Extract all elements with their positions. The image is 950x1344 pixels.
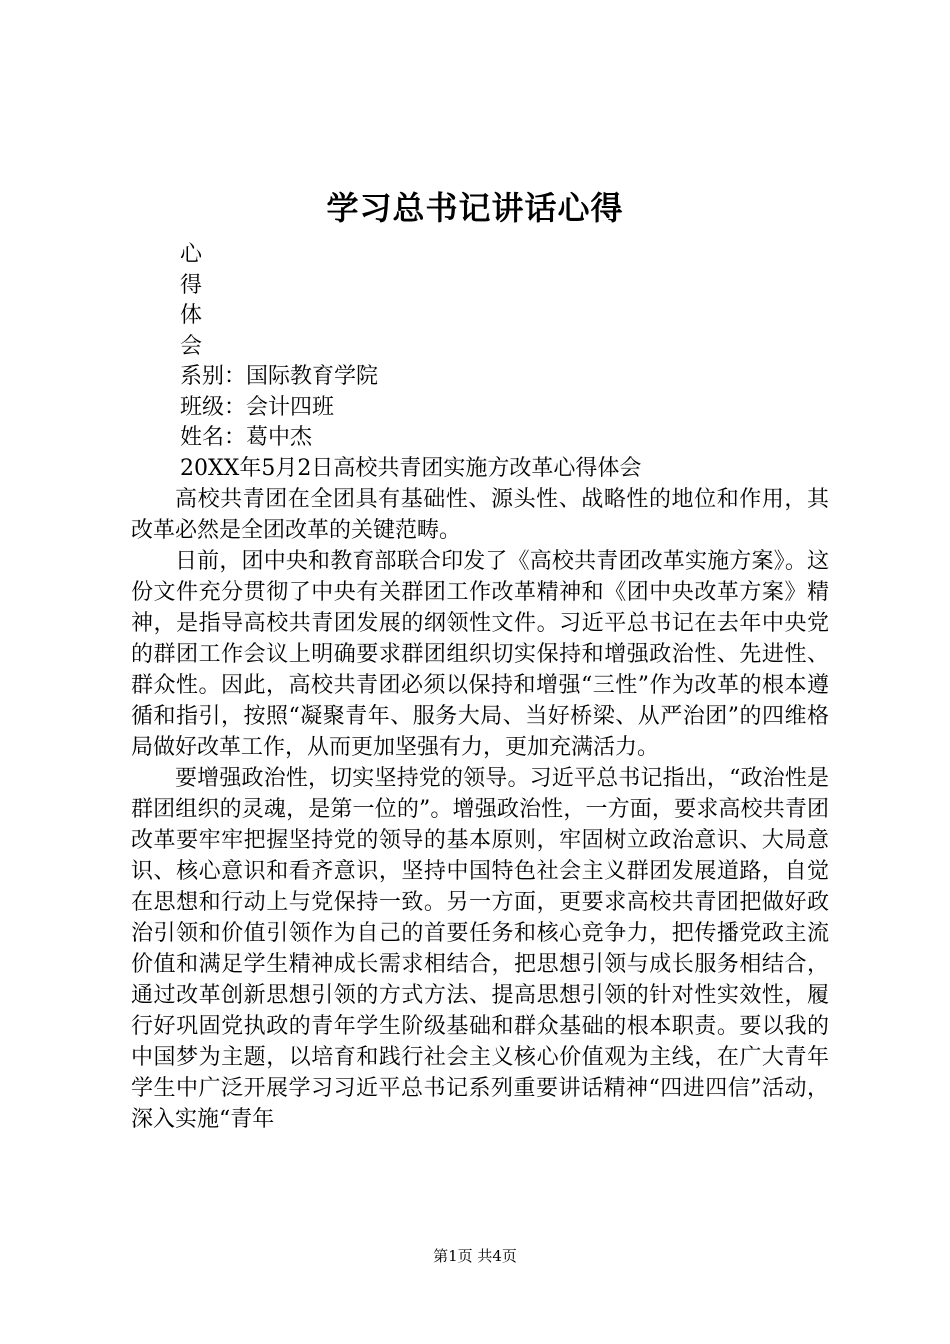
page-footer: 第1页 共4页 [433, 1247, 517, 1265]
name-line: 姓名：葛中杰 [180, 425, 313, 450]
vertical-char: 会 [180, 333, 203, 359]
paragraph: 高校共青团在全团具有基础性、源头性、战略性的地位和作用，其改革必然是全团改革的关键范畴。 [131, 487, 829, 543]
document-body [131, 484, 829, 1135]
date-line: 20XX年5月2日高校共青团实施方改革心得体会 [180, 455, 642, 481]
paragraph: 日前，团中央和教育部联合印发了《高校共青团改革实施方案》。这份文件充分贯彻了中央有关群团工作改革精神和《团中央改革方案》精神，是指导高校共青团发展的纲领性文件。习近平总书记在去年中央党的群团工作会议上明确要求群团组织切实保持和增强政治性、先进性、群众性。因此，高校共青团必须以保持和增强“三性”作为改革的根本遵循和指引，按照“凝聚青年、服务大局、当好桥梁、从严治团”的四维格局做好改革工作，从而更加坚强有力，更加充满活力。 [131, 549, 829, 760]
vertical-char: 心 [180, 242, 203, 267]
paragraph: 要增强政治性，切实坚持党的领导。习近平总书记指出，“政治性是群团组织的灵魂，是第一位的”。增强政治性，一方面，要求高校共青团改革要牢牢把握坚持党的领导的基本原则，牢固树立政治意识、大局意识、核心意识和看齐意识，坚持中国特色社会主义群团发展道路，自觉在思想和行动上与党保持一致。另一方面，更要求高校共青团把做好政治引领和价值引领作为自己的首要任务和核心竞争力，把传播党政主流价值和满足学生精神成长需求相结合，把思想引领与成长服务相结合，通过改革创新思想引领的方式方法、提高思想引领的针对性实效性，履行好巩固党执政的青年学生阶级基础和群众基础的根本职责。要以我的中国梦为主题，以培育和践行社会主义核心价值观为主线，在广大青年学生中广泛开展学习习近平总书记系列重要讲话精神“四进四信”活动，深入实施“青年 [131, 766, 829, 1132]
document-title: 学习总书记讲话心得 [326, 189, 624, 227]
document-meta [180, 240, 641, 484]
department-line: 系别：国际教育学院 [180, 364, 379, 389]
class-line: 班级：会计四班 [180, 394, 335, 420]
vertical-char: 体 [180, 303, 203, 328]
vertical-char: 得 [180, 272, 203, 298]
